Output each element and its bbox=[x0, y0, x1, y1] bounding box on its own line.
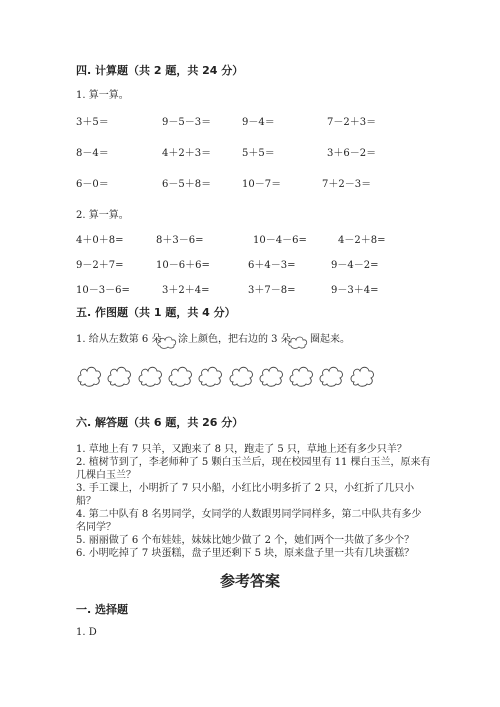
cloud-icon bbox=[349, 364, 376, 388]
equation: 10－3－6= bbox=[76, 285, 130, 296]
section-4-heading: 四. 计算题（共 2 题，共 24 分） bbox=[76, 64, 244, 77]
answer-item: 1. D bbox=[76, 627, 97, 638]
equation: 4－2＋8= bbox=[338, 235, 386, 246]
drawing-question-text-2: 涂上颜色，把右边的 3 朵 bbox=[178, 334, 291, 345]
problem-line: 船？ bbox=[76, 496, 96, 507]
equation: 6－5＋8＝ bbox=[162, 179, 212, 190]
problem-line: 6. 小明吃掉了 7 块蛋糕，盘子里还剩下 5 块，原来盘子里一共有几块蛋糕？ bbox=[76, 548, 415, 559]
problem-line: 几棵白玉兰？ bbox=[76, 470, 136, 481]
equation: 10－7＝ bbox=[242, 179, 282, 190]
cloud-icon bbox=[137, 364, 164, 388]
equation: 4＋0＋8= bbox=[76, 235, 124, 246]
cloud-icon bbox=[287, 334, 309, 350]
cloud-icon bbox=[228, 364, 255, 388]
cloud-icon bbox=[76, 364, 103, 388]
drawing-question-text-3: 圈起来。 bbox=[310, 334, 350, 345]
drawing-question-text-1: 1. 给从左数第 6 朵 bbox=[76, 334, 162, 345]
equation: 7－2＋3＝ bbox=[327, 117, 377, 128]
equation: 3＋2＋4= bbox=[162, 285, 210, 296]
cloud-icon bbox=[156, 334, 178, 350]
equation: 7＋2－3＝ bbox=[322, 179, 372, 190]
equation: 6＋4－3= bbox=[248, 260, 296, 271]
equation: 3＋6－2＝ bbox=[327, 148, 377, 159]
equation: 10－6＋6= bbox=[156, 260, 210, 271]
equation: 4＋2＋3＝ bbox=[162, 148, 212, 159]
equation: 9－3＋4= bbox=[331, 285, 379, 296]
equation: 6－0＝ bbox=[76, 179, 109, 190]
equation: 9－4－2= bbox=[331, 260, 379, 271]
equation: 8－4＝ bbox=[76, 148, 109, 159]
cloud-row bbox=[76, 364, 426, 392]
answers-section-1-heading: 一. 选择题 bbox=[76, 603, 129, 616]
equation: 3＋5＝ bbox=[76, 117, 109, 128]
q2-label: 2. 算一算。 bbox=[76, 210, 129, 221]
q1-label: 1. 算一算。 bbox=[76, 90, 129, 101]
problem-line: 5. 丽丽做了 6 个布娃娃，妹妹比她少做了 2 个，她们两个一共做了多少个？ bbox=[76, 535, 415, 546]
problem-line: 4. 第二中队有 8 名男同学，女同学的人数跟男同学同样多，第二中队共有多少 bbox=[76, 509, 422, 520]
cloud-icon bbox=[258, 364, 285, 388]
section-5-heading: 五. 作图题（共 1 题，共 4 分） bbox=[76, 306, 236, 319]
problem-line: 2. 植树节到了，李老师种了 5 颗白玉兰后，现在校园里有 11 棵白玉兰，原来有 bbox=[76, 457, 431, 468]
equation: 9－4＝ bbox=[242, 117, 275, 128]
equation: 3＋7－8= bbox=[248, 285, 296, 296]
equation: 9－2＋7= bbox=[76, 260, 124, 271]
equation: 10－4－6= bbox=[253, 235, 307, 246]
cloud-icon bbox=[167, 364, 194, 388]
cloud-icon bbox=[106, 364, 133, 388]
cloud-icon bbox=[318, 364, 345, 388]
problem-line: 3. 手工课上，小明折了 7 只小船，小红比小明多折了 2 只，小红折了几只小 bbox=[76, 483, 415, 494]
problem-line: 1. 草地上有 7 只羊，又跑来了 8 只，跑走了 5 只，草地上还有多少只羊？ bbox=[76, 444, 407, 455]
problem-line: 名同学？ bbox=[76, 522, 116, 533]
equation: 5＋5＝ bbox=[242, 148, 275, 159]
section-6-heading: 六. 解答题（共 6 题，共 26 分） bbox=[76, 416, 244, 429]
cloud-icon bbox=[197, 364, 224, 388]
cloud-icon bbox=[288, 364, 315, 388]
equation: 8＋3－6= bbox=[156, 235, 204, 246]
answers-title: 参考答案 bbox=[219, 572, 280, 590]
equation: 9－5－3＝ bbox=[162, 117, 212, 128]
